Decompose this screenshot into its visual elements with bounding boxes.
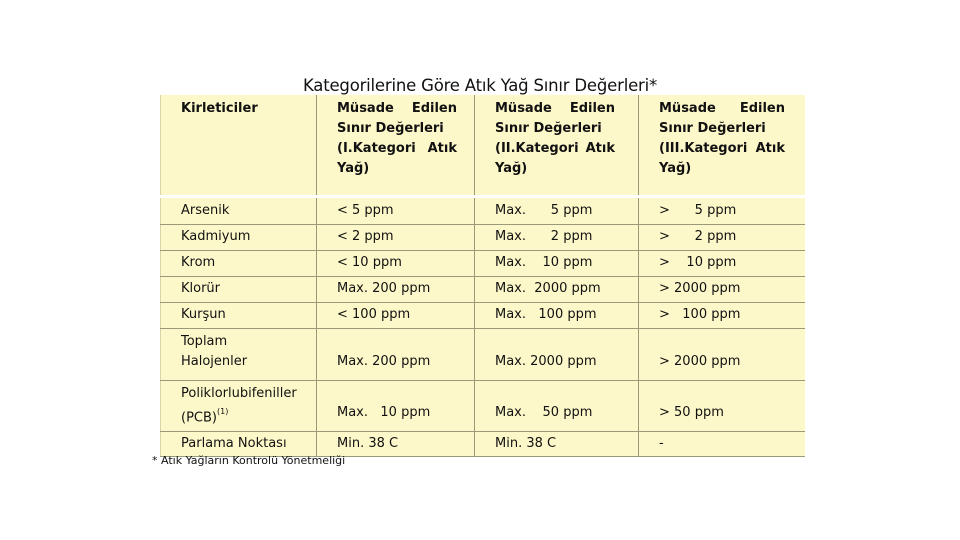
cat2-value: Min. 38 C bbox=[475, 431, 639, 456]
header-kirleticiler: Kirleticiler bbox=[161, 95, 317, 195]
cat2-value: Max. 2000 ppm bbox=[475, 276, 639, 302]
header-category-1: Müsade Edilen Sınır Değerleri (I.Kategori Atık Yağ) bbox=[317, 95, 475, 195]
cat3-value: > 2000 ppm bbox=[639, 328, 805, 380]
cat3-value: > 2 ppm bbox=[639, 224, 805, 250]
cat3-value: - bbox=[639, 431, 805, 456]
limits-table bbox=[160, 95, 805, 457]
table-row bbox=[161, 302, 805, 328]
cat2-value: Max. 50 ppm bbox=[475, 380, 639, 431]
table-row bbox=[161, 276, 805, 302]
cat3-value: > 2000 ppm bbox=[639, 276, 805, 302]
pollutant-name: Poliklorlubifeniller (PCB)$^{(1)}$ bbox=[161, 380, 317, 431]
cat2-value: Max. 100 ppm bbox=[475, 302, 639, 328]
pollutant-name: Krom bbox=[161, 250, 317, 276]
cat1-value: < 10 ppm bbox=[317, 250, 475, 276]
cat1-value: Max. 200 ppm bbox=[317, 276, 475, 302]
cat2-value: Max. 2000 ppm bbox=[475, 328, 639, 380]
footnote-marker: (1) bbox=[216, 406, 229, 416]
pollutant-name: Klorür bbox=[161, 276, 317, 302]
table-row bbox=[161, 224, 805, 250]
table-row bbox=[161, 380, 805, 431]
cat3-value: > 10 ppm bbox=[639, 250, 805, 276]
header-category-2: Müsade Edilen Sınır Değerleri (II.Kategori Atık Yağ) bbox=[475, 95, 639, 195]
pollutant-name: Parlama Noktası bbox=[161, 431, 317, 456]
pollutant-name: Arsenik bbox=[161, 198, 317, 224]
cat1-value: Max. 10 ppm bbox=[317, 380, 475, 431]
cat3-value: > 100 ppm bbox=[639, 302, 805, 328]
cat2-value: Max. 2 ppm bbox=[475, 224, 639, 250]
cat1-value: < 5 ppm bbox=[317, 198, 475, 224]
page-title: Kategorilerine Göre Atık Yağ Sınır Değerleri* bbox=[302, 76, 658, 95]
pollutant-name: Kurşun bbox=[161, 302, 317, 328]
header-category-3: Müsade Edilen Sınır Değerleri (III.Kategori Atık Yağ) bbox=[639, 95, 805, 195]
cat1-value: < 2 ppm bbox=[317, 224, 475, 250]
table-header-row bbox=[161, 95, 805, 195]
source-footnote: * Atık Yağların Kontrolü Yönetmeliği bbox=[152, 454, 346, 467]
pollutant-name: Kadmiyum bbox=[161, 224, 317, 250]
cat2-value: Max. 5 ppm bbox=[475, 198, 639, 224]
cat1-value: Max. 200 ppm bbox=[317, 328, 475, 380]
cat3-value: > 5 ppm bbox=[639, 198, 805, 224]
cat1-value: < 100 ppm bbox=[317, 302, 475, 328]
table-row bbox=[161, 431, 805, 456]
table-row bbox=[161, 250, 805, 276]
cat2-value: Max. 10 ppm bbox=[475, 250, 639, 276]
table-row bbox=[161, 198, 805, 224]
cat3-value: > 50 ppm bbox=[639, 380, 805, 431]
table-row bbox=[161, 328, 805, 380]
pollutant-name: Toplam Halojenler bbox=[161, 328, 317, 380]
cat1-value: Min. 38 C bbox=[317, 431, 475, 456]
